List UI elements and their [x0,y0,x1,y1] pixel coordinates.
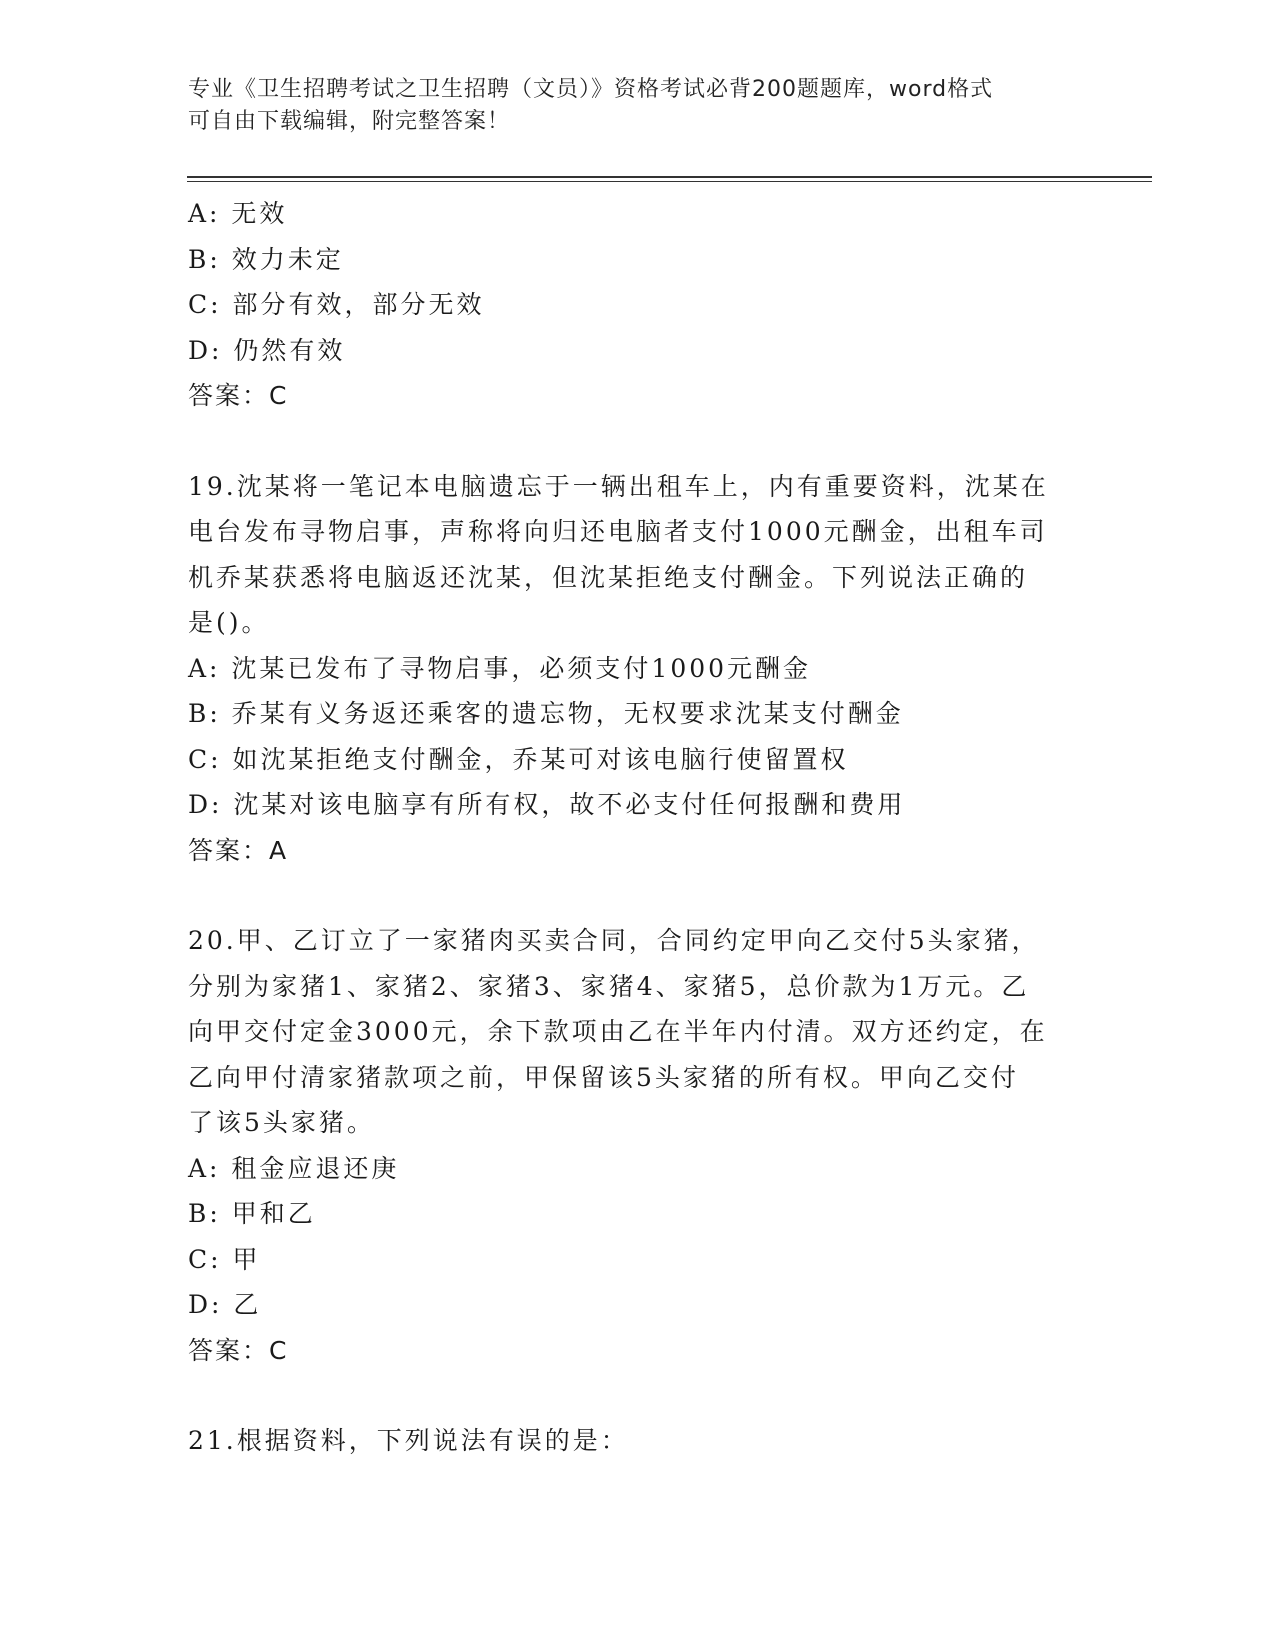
question-stem-line: 19.沈某将一笔记本电脑遗忘于一辆出租车上，内有重要资料，沈某在 [188,471,1049,501]
question-stem-line: 20.甲、乙订立了一家猪肉买卖合同，合同约定甲向乙交付5头家猪， [188,926,1040,955]
option-d: D: 仍然有效 [188,335,346,365]
answer: 答案：A [188,835,289,865]
question-stem-line: 分别为家猪1、家猪2、家猪3、家猪4、家猪5，总价款为1万元。乙 [188,971,1030,1001]
question-stem-line: 了该5头家猪。 [188,1108,375,1137]
option-b: B: 效力未定 [188,244,344,274]
header-line-2: 可自由下载编辑，附完整答案！ [188,109,511,134]
spacer [188,1373,1088,1418]
answer: 答案：C [188,381,289,410]
option-a: A: 沈某已发布了寻物启事，必须支付1000元酬金 [188,653,812,683]
header-divider-thick [187,176,1152,178]
question-21 [188,1418,1088,1464]
option-d: D: 乙 [188,1290,262,1319]
option-d: D: 沈某对该电脑享有所有权，故不必支付任何报酬和费用 [188,790,906,819]
question-stem-line: 机乔某获悉将电脑返还沈某，但沈某拒绝支付酬金。下列说法正确的 [188,562,1029,592]
option-c: C: 甲 [188,1244,261,1274]
header-divider-thin [187,181,1152,182]
question-20 [188,918,1088,1373]
question-stem-line: 21.根据资料，下列说法有误的是： [188,1426,629,1455]
question-stem-line: 是()。 [188,608,270,637]
header-line-1: 专业《卫生招聘考试之卫生招聘（文员）》资格考试必背200题题库，word格式 [188,77,994,102]
option-c: C: 如沈某拒绝支付酬金，乔某可对该电脑行使留置权 [188,744,849,774]
answer: 答案：C [188,1335,289,1365]
document-header [188,74,1068,138]
question-stem-line: 向甲交付定金3000元，余下款项由乙在半年内付清。双方还约定，在 [188,1017,1048,1046]
spacer [188,419,1088,464]
question-stem-line: 乙向甲付清家猪款项之前，甲保留该5头家猪的所有权。甲向乙交付 [188,1062,1019,1092]
question-stem-line: 电台发布寻物启事，声称将向归还电脑者支付1000元酬金，出租车司 [188,517,1048,546]
option-a: A: 租金应退还庚 [188,1153,400,1183]
document-body [188,191,1088,1464]
question-18 [188,191,1088,419]
option-c: C: 部分有效，部分无效 [188,290,485,319]
option-b: B: 甲和乙 [188,1199,316,1228]
question-19 [188,464,1088,874]
spacer [188,873,1088,918]
option-b: B: 乔某有义务返还乘客的遗忘物，无权要求沈某支付酬金 [188,699,904,728]
option-a: A: 无效 [188,199,288,228]
